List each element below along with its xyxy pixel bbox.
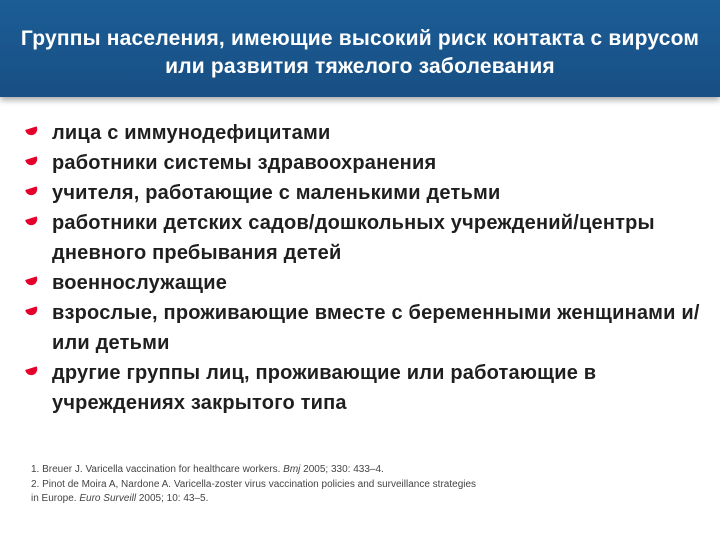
- bullet-icon: [25, 276, 39, 286]
- reference-1-journal: Bmj: [283, 464, 301, 475]
- list-item-text: взрослые, проживающие вместе с беременными женщинами и/или детьми: [52, 302, 700, 354]
- list-item: [25, 298, 700, 358]
- list-item-text: другие группы лиц, проживающие или работающие в учреждениях закрытого типа: [52, 362, 597, 414]
- bullet-icon: [25, 126, 39, 136]
- reference-2-line-2: [31, 492, 651, 507]
- references: [31, 463, 651, 507]
- list-item: [25, 118, 700, 148]
- list-item: [25, 358, 700, 418]
- bullet-icon: [25, 216, 39, 226]
- list-item-text: военнослужащие: [52, 272, 228, 294]
- bullet-icon: [25, 186, 39, 196]
- list-item-text: работники детских садов/дошкольных учреждений/центры дневного пребывания детей: [52, 212, 655, 264]
- reference-1-text: 1. Breuer J. Varicella vaccination for healthcare workers.: [31, 464, 284, 475]
- bullet-icon: [25, 306, 39, 316]
- bullet-icon: [25, 366, 39, 376]
- bullet-icon: [25, 156, 39, 166]
- list-item: [25, 268, 700, 298]
- list-item-text: учителя, работающие с маленькими детьми: [52, 182, 501, 204]
- reference-1: [31, 463, 651, 478]
- reference-1-details: 2005; 330: 433–4.: [300, 464, 384, 475]
- reference-2-line-1: 2. Pinot de Moira A, Nardone A. Varicella-zoster virus vaccination policies and surveillance strategies: [31, 478, 477, 490]
- list-item: [25, 178, 700, 208]
- list-item: [25, 208, 700, 268]
- list-item-text: лица с иммунодефицитами: [52, 122, 331, 144]
- reference-2-journal: Euro Surveill: [79, 493, 137, 505]
- reference-2-details: 2005; 10: 43–5.: [136, 493, 209, 505]
- slide-title: Группы населения, имеющие высокий риск контакта с вирусом или развития тяжелого заболевания: [20, 27, 700, 78]
- reference-2-text: in Europe.: [31, 493, 80, 505]
- risk-groups-list: [25, 118, 700, 418]
- slide-header: [0, 0, 720, 97]
- list-item-text: работники системы здравоохранения: [52, 152, 437, 174]
- list-item: [25, 148, 700, 178]
